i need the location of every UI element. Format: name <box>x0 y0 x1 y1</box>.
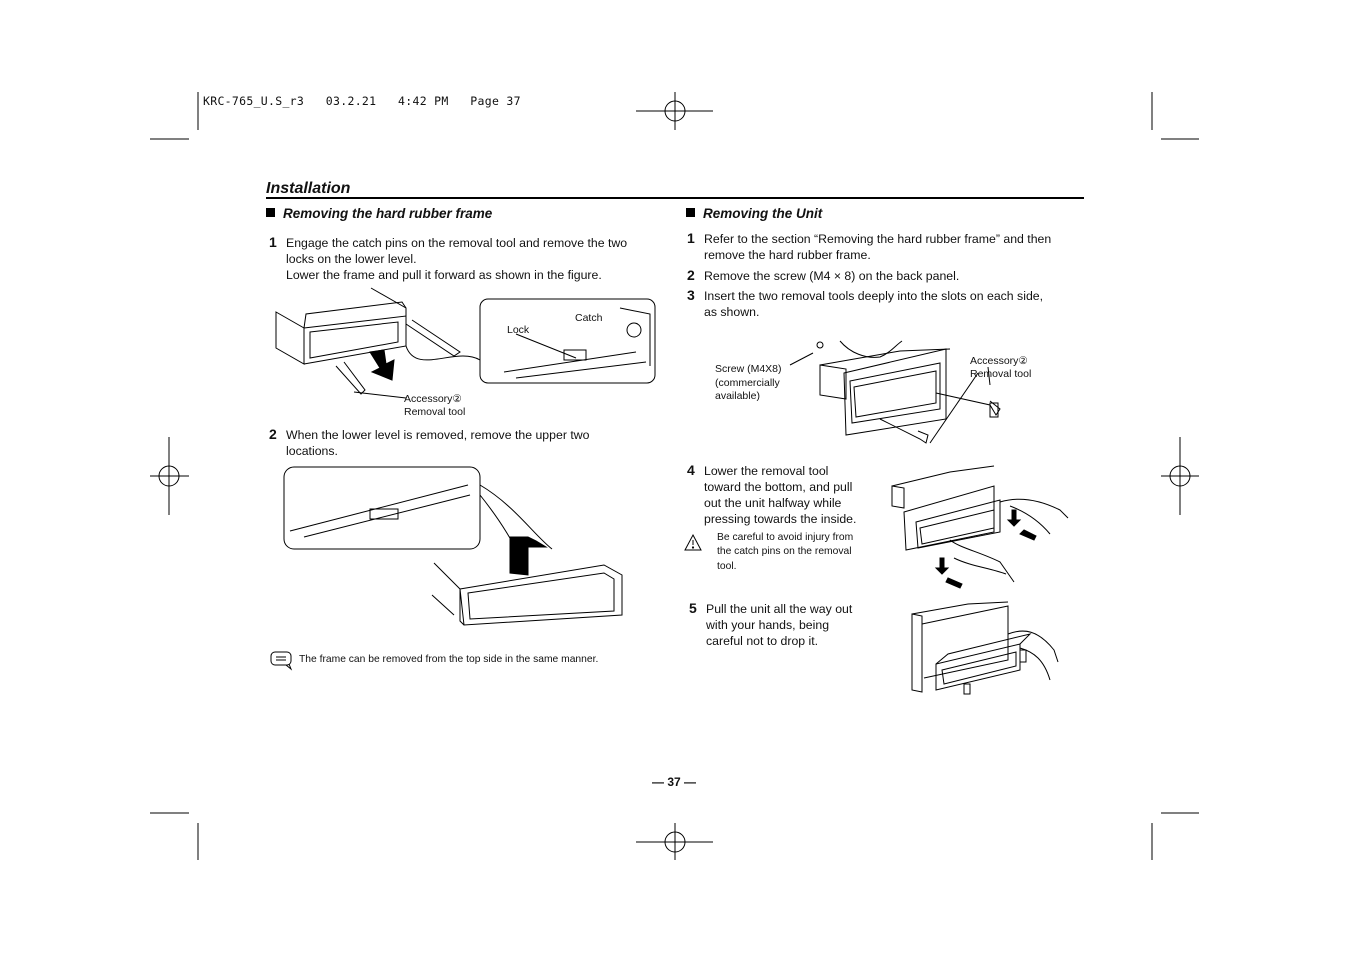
figure-unit-pull-out <box>908 600 1068 700</box>
left-heading <box>266 206 492 221</box>
fig3-accessory-label: Accessory② <box>970 355 1028 367</box>
right-step1-number: 1 <box>687 230 695 246</box>
right-step1-line2: remove the hard rubber frame. <box>704 248 871 262</box>
left-step2-line2: locations. <box>286 444 338 458</box>
figure-frame-removal-lower <box>266 286 666 416</box>
fig1-accessory-label: Accessory② <box>404 393 462 405</box>
right-step1-line1: Refer to the section “Removing the hard rubber frame” and then <box>704 232 1052 246</box>
warning-icon <box>685 534 705 554</box>
left-step2-line1: When the lower level is removed, remove the upper two <box>286 428 590 442</box>
warning-line1: Be careful to avoid injury from <box>717 532 854 543</box>
print-header: KRC-765_U.S_r3 03.2.21 4:42 PM Page 37 <box>203 94 521 108</box>
right-step3-number: 3 <box>687 287 695 303</box>
fig3-removal-tool-label: Removal tool <box>970 368 1032 380</box>
right-step2-line1: Remove the screw (M4 × 8) on the back panel. <box>704 269 960 283</box>
right-step5-line3: careful not to drop it. <box>706 634 819 648</box>
page-number: — 37 — <box>652 775 697 789</box>
right-step5-line2: with your hands, being <box>706 618 830 632</box>
left-heading-text: Removing the hard rubber frame <box>283 206 493 221</box>
left-step1-line1: Engage the catch pins on the removal tool and remove the two <box>286 236 628 250</box>
right-step4-line3: out the unit halfway while <box>704 496 842 510</box>
fig1-catch-label: Catch <box>575 312 603 324</box>
left-step2-number: 2 <box>269 426 277 442</box>
warning-line3: tool. <box>717 561 737 572</box>
note-icon <box>270 650 294 670</box>
right-step3-line1: Insert the two removal tools deeply into the slots on each side, <box>704 289 1044 303</box>
warning-line2: the catch pins on the removal <box>717 546 852 557</box>
left-step1-line2: locks on the lower level. <box>286 252 417 266</box>
fig3-screw-label-3: available) <box>715 390 760 402</box>
page-title: Installation <box>266 180 351 197</box>
right-step2-number: 2 <box>687 267 695 283</box>
right-step4-number: 4 <box>687 462 695 478</box>
right-heading <box>686 206 822 221</box>
left-step1-number: 1 <box>269 234 277 250</box>
figure-unit-removal-tools <box>810 323 1010 443</box>
right-step3-line2: as shown. <box>704 305 760 319</box>
right-step4-line2: toward the bottom, and pull <box>704 480 853 494</box>
right-heading-text: Removing the Unit <box>703 206 823 221</box>
fig1-lock-label: Lock <box>507 324 530 336</box>
right-step5-line1: Pull the unit all the way out <box>706 602 853 616</box>
title-rule <box>266 197 1084 199</box>
right-step5-number: 5 <box>689 600 697 616</box>
fig3-screw-label-1: Screw (M4X8) <box>715 363 782 375</box>
fig3-screw-label-2: (commercially <box>715 377 780 389</box>
right-step4-line4: pressing towards the inside. <box>704 512 857 526</box>
note-text: The frame can be removed from the top side in the same manner. <box>299 654 599 665</box>
figure-unit-pull-halfway <box>890 462 1080 592</box>
figure-frame-removal-upper <box>284 465 634 635</box>
left-step1-line3: Lower the frame and pull it forward as shown in the figure. <box>286 268 602 282</box>
fig1-removal-tool-label: Removal tool <box>404 406 466 418</box>
right-step4-line1: Lower the removal tool <box>704 464 829 478</box>
